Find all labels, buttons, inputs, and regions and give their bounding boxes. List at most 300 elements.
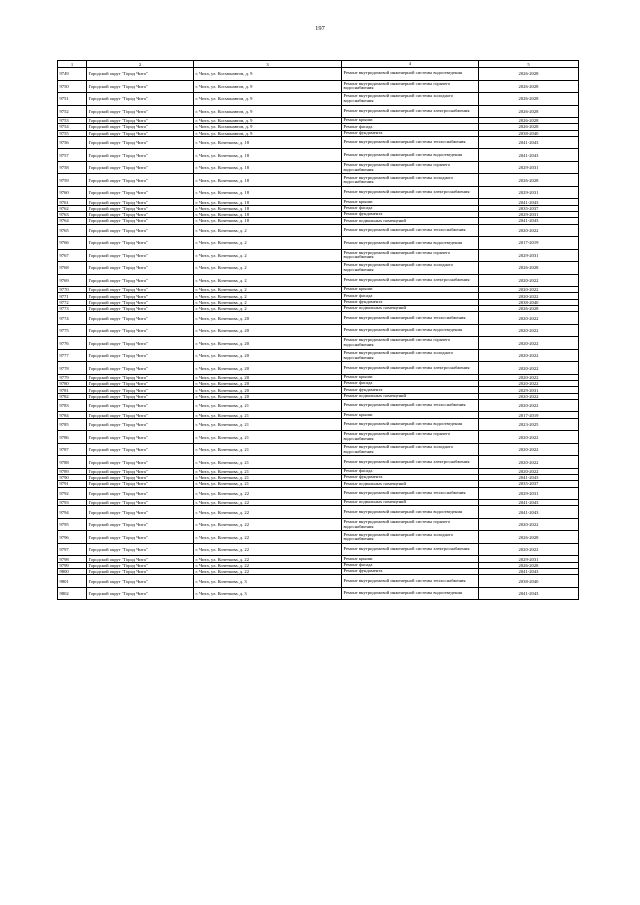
- municipality-cell: Городской округ "Город Чита": [87, 587, 194, 600]
- row-number-cell: 9778: [58, 362, 87, 375]
- row-number-cell: 9784: [58, 412, 87, 418]
- column-header-4: 4: [342, 61, 479, 68]
- address-cell: г. Чита, ул. Космонавтов, д. 9: [194, 124, 342, 130]
- row-number-cell: 9797: [58, 543, 87, 556]
- municipality-cell: Городской округ "Город Чита": [87, 431, 194, 444]
- municipality-cell: Городской округ "Город Чита": [87, 506, 194, 519]
- work-type-cell: Ремонт внутридомовой инженерной системы водоотведения: [342, 237, 479, 250]
- municipality-cell: Городской округ "Город Чита": [87, 324, 194, 337]
- row-number-cell: 9779: [58, 374, 87, 380]
- period-cell: 2026-2028: [479, 531, 579, 544]
- row-number-cell: 9749: [58, 68, 87, 81]
- municipality-cell: Городской округ "Город Чита": [87, 224, 194, 237]
- work-type-cell: Ремонт фасада: [342, 124, 479, 130]
- work-type-cell: Ремонт внутридомовой инженерной системы горячего водоснабжения: [342, 518, 479, 531]
- work-type-cell: Ремонт внутридомовой инженерной системы теплоснабжения: [342, 575, 479, 588]
- municipality-cell: Городской округ "Город Чита": [87, 575, 194, 588]
- work-type-cell: Ремонт подвальных помещений: [342, 393, 479, 399]
- address-cell: г. Чита, ул. Кочеткова, д. 21: [194, 475, 342, 481]
- period-cell: 2041-2043: [479, 199, 579, 205]
- work-type-cell: Ремонт фундамента: [342, 387, 479, 393]
- period-cell: 2041-2043: [479, 218, 579, 224]
- row-number-cell: 9771: [58, 293, 87, 299]
- municipality-cell: Городской округ "Город Чита": [87, 118, 194, 124]
- municipality-cell: Городской округ "Город Чита": [87, 80, 194, 93]
- row-number-cell: 9781: [58, 387, 87, 393]
- period-cell: 2026-2028: [479, 118, 579, 124]
- period-cell: 2020-2022: [479, 349, 579, 362]
- municipality-cell: Городской округ "Город Чита": [87, 518, 194, 531]
- table-row: [58, 105, 579, 118]
- table-row: [58, 174, 579, 187]
- work-type-cell: Ремонт крыши: [342, 287, 479, 293]
- row-number-cell: 9774: [58, 312, 87, 325]
- row-number-cell: 9792: [58, 487, 87, 500]
- period-cell: 2017-2019: [479, 412, 579, 418]
- address-cell: г. Чита, ул. Кочеткова, д. 20: [194, 337, 342, 350]
- address-cell: г. Чита, ул. Кочеткова, д. 18: [194, 149, 342, 162]
- work-type-cell: Ремонт внутридомовой инженерной системы водоотведения: [342, 587, 479, 600]
- period-cell: 2041-2043: [479, 587, 579, 600]
- municipality-cell: Городской округ "Город Чита": [87, 211, 194, 217]
- work-type-cell: Ремонт внутридомовой инженерной системы теплоснабжения: [342, 224, 479, 237]
- table-row: [58, 506, 579, 519]
- period-cell: 2017-2019: [479, 237, 579, 250]
- municipality-cell: Городской округ "Город Чита": [87, 531, 194, 544]
- row-number-cell: 9802: [58, 587, 87, 600]
- table-row: [58, 518, 579, 531]
- row-number-cell: 9765: [58, 224, 87, 237]
- period-cell: 2038-2040: [479, 575, 579, 588]
- address-cell: г. Чита, ул. Кочеткова, д. 2: [194, 293, 342, 299]
- period-cell: 2029-2031: [479, 487, 579, 500]
- column-header-1: 1: [58, 61, 87, 68]
- municipality-cell: Городской округ "Город Чита": [87, 569, 194, 575]
- work-type-cell: Ремонт внутридомовой инженерной системы водоотведения: [342, 324, 479, 337]
- period-cell: 2029-2031: [479, 186, 579, 199]
- address-cell: г. Чита, ул. Кочеткова, д. 18: [194, 174, 342, 187]
- work-type-cell: Ремонт внутридомовой инженерной системы теплоснабжения: [342, 399, 479, 412]
- row-number-cell: 9789: [58, 468, 87, 474]
- work-type-cell: Ремонт внутридомовой инженерной системы электроснабжения: [342, 274, 479, 287]
- municipality-cell: Городской округ "Город Чита": [87, 105, 194, 118]
- work-type-cell: Ремонт внутридомовой инженерной системы теплоснабжения: [342, 136, 479, 149]
- period-cell: 2029-2031: [479, 161, 579, 174]
- work-type-cell: Ремонт подвальных помещений: [342, 481, 479, 487]
- address-cell: г. Чита, ул. Космонавтов, д. 9: [194, 68, 342, 81]
- municipality-cell: Городской округ "Город Чита": [87, 249, 194, 262]
- table-row: [58, 362, 579, 375]
- table-row: [58, 186, 579, 199]
- address-cell: г. Чита, ул. Кочеткова, д. 21: [194, 443, 342, 456]
- table-row: [58, 136, 579, 149]
- municipality-cell: Городской округ "Город Чита": [87, 481, 194, 487]
- table-row: [58, 80, 579, 93]
- address-cell: г. Чита, ул. Кочеткова, д. 22: [194, 518, 342, 531]
- row-number-cell: 9796: [58, 531, 87, 544]
- work-type-cell: Ремонт внутридомовой инженерной системы холодного водоснабжения: [342, 349, 479, 362]
- address-cell: г. Чита, ул. Кочеткова, д. 22: [194, 556, 342, 562]
- work-type-cell: Ремонт крыши: [342, 556, 479, 562]
- municipality-cell: Городской округ "Город Чита": [87, 399, 194, 412]
- municipality-cell: Городской округ "Город Чита": [87, 374, 194, 380]
- period-cell: 2020-2022: [479, 337, 579, 350]
- municipality-cell: Городской округ "Город Чита": [87, 161, 194, 174]
- municipality-cell: Городской округ "Город Чита": [87, 349, 194, 362]
- work-type-cell: Ремонт фундамента: [342, 299, 479, 305]
- row-number-cell: 9794: [58, 506, 87, 519]
- row-number-cell: 9750: [58, 80, 87, 93]
- column-header-5: 5: [479, 61, 579, 68]
- address-cell: г. Чита, ул. Кочеткова, д. 21: [194, 399, 342, 412]
- table-row: [58, 349, 579, 362]
- period-cell: 2020-2022: [479, 518, 579, 531]
- table-body: [58, 61, 579, 600]
- work-type-cell: Ремонт фасада: [342, 205, 479, 211]
- municipality-cell: Городской округ "Город Чита": [87, 218, 194, 224]
- period-cell: 2020-2022: [479, 443, 579, 456]
- row-number-cell: 9786: [58, 431, 87, 444]
- row-number-cell: 9785: [58, 418, 87, 431]
- work-type-cell: Ремонт внутридомовой инженерной системы горячего водоснабжения: [342, 161, 479, 174]
- work-type-cell: Ремонт крыши: [342, 199, 479, 205]
- municipality-cell: Городской округ "Город Чита": [87, 274, 194, 287]
- address-cell: г. Чита, ул. Кочеткова, д. 21: [194, 418, 342, 431]
- table-row: [58, 337, 579, 350]
- row-number-cell: 9772: [58, 299, 87, 305]
- table-row: [58, 161, 579, 174]
- table-row: [58, 68, 579, 81]
- municipality-cell: Городской округ "Город Чита": [87, 293, 194, 299]
- work-type-cell: Ремонт внутридомовой инженерной системы теплоснабжения: [342, 487, 479, 500]
- address-cell: г. Чита, ул. Кочеткова, д. 2: [194, 224, 342, 237]
- municipality-cell: Городской округ "Город Чита": [87, 362, 194, 375]
- row-number-cell: 9795: [58, 518, 87, 531]
- row-number-cell: 9752: [58, 105, 87, 118]
- row-number-cell: 9793: [58, 500, 87, 506]
- period-cell: 2026-2028: [479, 68, 579, 81]
- row-number-cell: 9766: [58, 237, 87, 250]
- municipality-cell: Городской округ "Город Чита": [87, 418, 194, 431]
- address-cell: г. Чита, ул. Кочеткова, д. 21: [194, 468, 342, 474]
- row-number-cell: 9788: [58, 456, 87, 469]
- work-type-cell: Ремонт подвальных помещений: [342, 305, 479, 311]
- address-cell: г. Чита, ул. Кочеткова, д. 2: [194, 305, 342, 311]
- table-row: [58, 274, 579, 287]
- municipality-cell: Городской округ "Город Чита": [87, 68, 194, 81]
- period-cell: 2026-2028: [479, 105, 579, 118]
- address-cell: г. Чита, ул. Кочеткова, д. 2: [194, 299, 342, 305]
- work-type-cell: Ремонт внутридомовой инженерной системы горячего водоснабжения: [342, 249, 479, 262]
- period-cell: 2026-2028: [479, 262, 579, 275]
- page-number: 197: [315, 25, 325, 32]
- row-number-cell: 9776: [58, 337, 87, 350]
- address-cell: г. Чита, ул. Кочеткова, д. 22: [194, 500, 342, 506]
- work-type-cell: Ремонт внутридомовой инженерной системы холодного водоснабжения: [342, 443, 479, 456]
- work-type-cell: Ремонт фасада: [342, 562, 479, 568]
- table-row: [58, 487, 579, 500]
- address-cell: г. Чита, ул. Кочеткова, д. 18: [194, 136, 342, 149]
- work-type-cell: Ремонт фундамента: [342, 569, 479, 575]
- municipality-cell: Городской округ "Город Чита": [87, 93, 194, 106]
- table-header-row: [58, 61, 579, 68]
- period-cell: 2038-2040: [479, 299, 579, 305]
- work-type-cell: Ремонт внутридомовой инженерной системы горячего водоснабжения: [342, 80, 479, 93]
- municipality-cell: Городской округ "Город Чита": [87, 456, 194, 469]
- row-number-cell: 9790: [58, 475, 87, 481]
- work-type-cell: Ремонт внутридомовой инженерной системы холодного водоснабжения: [342, 262, 479, 275]
- work-type-cell: Ремонт внутридомовой инженерной системы горячего водоснабжения: [342, 431, 479, 444]
- row-number-cell: 9775: [58, 324, 87, 337]
- table-row: [58, 249, 579, 262]
- repair-schedule-table: [57, 60, 579, 600]
- address-cell: г. Чита, ул. Кочеткова, д. 20: [194, 381, 342, 387]
- work-type-cell: Ремонт фасада: [342, 293, 479, 299]
- period-cell: 2029-2031: [479, 387, 579, 393]
- table-row: [58, 587, 579, 600]
- municipality-cell: Городской округ "Город Чита": [87, 500, 194, 506]
- table-row: [58, 431, 579, 444]
- row-number-cell: 9800: [58, 569, 87, 575]
- row-number-cell: 9767: [58, 249, 87, 262]
- row-number-cell: 9782: [58, 393, 87, 399]
- period-cell: 2029-2031: [479, 249, 579, 262]
- municipality-cell: Городской округ "Город Чита": [87, 237, 194, 250]
- address-cell: г. Чита, ул. Кочеткова, д. 22: [194, 531, 342, 544]
- municipality-cell: Городской округ "Город Чита": [87, 468, 194, 474]
- table-row: [58, 418, 579, 431]
- row-number-cell: 9755: [58, 130, 87, 136]
- address-cell: г. Чита, ул. Кочеткова, д. 21: [194, 412, 342, 418]
- work-type-cell: Ремонт внутридомовой инженерной системы электроснабжения: [342, 105, 479, 118]
- period-cell: 2020-2022: [479, 456, 579, 469]
- period-cell: 2035-2037: [479, 205, 579, 211]
- work-type-cell: Ремонт внутридомовой инженерной системы электроснабжения: [342, 543, 479, 556]
- municipality-cell: Городской округ "Город Чита": [87, 205, 194, 211]
- municipality-cell: Городской округ "Город Чита": [87, 305, 194, 311]
- address-cell: г. Чита, ул. Кочеткова, д. 21: [194, 431, 342, 444]
- row-number-cell: 9751: [58, 93, 87, 106]
- row-number-cell: 9770: [58, 287, 87, 293]
- table-row: [58, 543, 579, 556]
- period-cell: 2020-2022: [479, 224, 579, 237]
- period-cell: 2020-2022: [479, 293, 579, 299]
- work-type-cell: Ремонт внутридомовой инженерной системы водоотведения: [342, 506, 479, 519]
- municipality-cell: Городской округ "Город Чита": [87, 124, 194, 130]
- municipality-cell: Городской округ "Город Чита": [87, 299, 194, 305]
- address-cell: г. Чита, ул. Кочеткова, д. 20: [194, 312, 342, 325]
- municipality-cell: Городской округ "Город Чита": [87, 136, 194, 149]
- municipality-cell: Городской округ "Город Чита": [87, 337, 194, 350]
- work-type-cell: Ремонт внутридомовой инженерной системы горячего водоснабжения: [342, 337, 479, 350]
- row-number-cell: 9757: [58, 149, 87, 162]
- period-cell: 2020-2022: [479, 312, 579, 325]
- address-cell: г. Чита, ул. Кочеткова, д. 22: [194, 543, 342, 556]
- row-number-cell: 9768: [58, 262, 87, 275]
- row-number-cell: 9799: [58, 562, 87, 568]
- period-cell: 2020-2022: [479, 468, 579, 474]
- period-cell: 2020-2022: [479, 393, 579, 399]
- address-cell: г. Чита, ул. Кочеткова, д. 21: [194, 456, 342, 469]
- row-number-cell: 9801: [58, 575, 87, 588]
- work-type-cell: Ремонт внутридомовой инженерной системы теплоснабжения: [342, 312, 479, 325]
- table-row: [58, 149, 579, 162]
- work-type-cell: Ремонт внутридомовой инженерной системы электроснабжения: [342, 456, 479, 469]
- row-number-cell: 9773: [58, 305, 87, 311]
- period-cell: 2020-2022: [479, 374, 579, 380]
- period-cell: 2041-2043: [479, 136, 579, 149]
- row-number-cell: 9777: [58, 349, 87, 362]
- period-cell: 2020-2022: [479, 287, 579, 293]
- address-cell: г. Чита, ул. Кочеткова, д. 18: [194, 218, 342, 224]
- table-row: [58, 575, 579, 588]
- table-row: [58, 443, 579, 456]
- table-row: [58, 399, 579, 412]
- address-cell: г. Чита, ул. Кочеткова, д. 20: [194, 349, 342, 362]
- period-cell: 2020-2022: [479, 431, 579, 444]
- address-cell: г. Чита, ул. Кочеткова, д. 18: [194, 205, 342, 211]
- address-cell: г. Чита, ул. Кочеткова, д. 2: [194, 249, 342, 262]
- row-number-cell: 9761: [58, 199, 87, 205]
- municipality-cell: Городской округ "Город Чита": [87, 393, 194, 399]
- address-cell: г. Чита, ул. Кочеткова, д. 3: [194, 575, 342, 588]
- municipality-cell: Городской округ "Город Чита": [87, 262, 194, 275]
- address-cell: г. Чита, ул. Кочеткова, д. 22: [194, 506, 342, 519]
- municipality-cell: Городской округ "Город Чита": [87, 562, 194, 568]
- period-cell: 2041-2043: [479, 149, 579, 162]
- row-number-cell: 9753: [58, 118, 87, 124]
- table-row: [58, 237, 579, 250]
- address-cell: г. Чита, ул. Кочеткова, д. 20: [194, 393, 342, 399]
- period-cell: 2041-2043: [479, 506, 579, 519]
- address-cell: г. Чита, ул. Кочеткова, д. 22: [194, 562, 342, 568]
- address-cell: г. Чита, ул. Кочеткова, д. 21: [194, 481, 342, 487]
- address-cell: г. Чита, ул. Космонавтов, д. 9: [194, 80, 342, 93]
- address-cell: г. Чита, ул. Кочеткова, д. 2: [194, 237, 342, 250]
- row-number-cell: 9763: [58, 211, 87, 217]
- work-type-cell: Ремонт внутридомовой инженерной системы холодного водоснабжения: [342, 531, 479, 544]
- row-number-cell: 9754: [58, 124, 87, 130]
- address-cell: г. Чита, ул. Космонавтов, д. 9: [194, 130, 342, 136]
- work-type-cell: Ремонт фасада: [342, 468, 479, 474]
- table-row: [58, 324, 579, 337]
- address-cell: г. Чита, ул. Кочеткова, д. 20: [194, 324, 342, 337]
- address-cell: г. Чита, ул. Космонавтов, д. 9: [194, 93, 342, 106]
- work-type-cell: Ремонт фундамента: [342, 475, 479, 481]
- row-number-cell: 9762: [58, 205, 87, 211]
- row-number-cell: 9798: [58, 556, 87, 562]
- row-number-cell: 9787: [58, 443, 87, 456]
- municipality-cell: Городской округ "Город Чита": [87, 312, 194, 325]
- table-row: [58, 456, 579, 469]
- period-cell: 2020-2022: [479, 543, 579, 556]
- period-cell: 2020-2022: [479, 274, 579, 287]
- row-number-cell: 9760: [58, 186, 87, 199]
- period-cell: 2026-2028: [479, 93, 579, 106]
- address-cell: г. Чита, ул. Кочеткова, д. 18: [194, 211, 342, 217]
- row-number-cell: 9769: [58, 274, 87, 287]
- row-number-cell: 9783: [58, 399, 87, 412]
- period-cell: 2029-2031: [479, 556, 579, 562]
- period-cell: 2026-2028: [479, 562, 579, 568]
- address-cell: г. Чита, ул. Кочеткова, д. 22: [194, 569, 342, 575]
- period-cell: 2020-2022: [479, 362, 579, 375]
- municipality-cell: Городской округ "Город Чита": [87, 475, 194, 481]
- address-cell: г. Чита, ул. Кочеткова, д. 2: [194, 262, 342, 275]
- period-cell: 2026-2028: [479, 124, 579, 130]
- municipality-cell: Городской округ "Город Чита": [87, 186, 194, 199]
- work-type-cell: Ремонт внутридомовой инженерной системы электроснабжения: [342, 186, 479, 199]
- municipality-cell: Городской округ "Город Чита": [87, 487, 194, 500]
- period-cell: 2041-2043: [479, 500, 579, 506]
- municipality-cell: Городской округ "Город Чита": [87, 556, 194, 562]
- period-cell: 2041-2043: [479, 569, 579, 575]
- address-cell: г. Чита, ул. Кочеткова, д. 3: [194, 587, 342, 600]
- municipality-cell: Городской округ "Город Чита": [87, 287, 194, 293]
- table-row: [58, 312, 579, 325]
- address-cell: г. Чита, ул. Кочеткова, д. 18: [194, 161, 342, 174]
- municipality-cell: Городской округ "Город Чита": [87, 199, 194, 205]
- address-cell: г. Чита, ул. Кочеткова, д. 18: [194, 199, 342, 205]
- column-header-2: 2: [87, 61, 194, 68]
- address-cell: г. Чита, ул. Кочеткова, д. 20: [194, 374, 342, 380]
- work-type-cell: Ремонт фундамента: [342, 211, 479, 217]
- work-type-cell: Ремонт фасада: [342, 381, 479, 387]
- row-number-cell: 9758: [58, 161, 87, 174]
- period-cell: 2029-2031: [479, 211, 579, 217]
- period-cell: 2020-2022: [479, 324, 579, 337]
- address-cell: г. Чита, ул. Космонавтов, д. 9: [194, 118, 342, 124]
- period-cell: 2023-2025: [479, 418, 579, 431]
- address-cell: г. Чита, ул. Кочеткова, д. 20: [194, 362, 342, 375]
- address-cell: г. Чита, ул. Кочеткова, д. 2: [194, 287, 342, 293]
- work-type-cell: Ремонт внутридомовой инженерной системы холодного водоснабжения: [342, 93, 479, 106]
- column-header-3: 3: [194, 61, 342, 68]
- municipality-cell: Городской округ "Город Чита": [87, 443, 194, 456]
- row-number-cell: 9764: [58, 218, 87, 224]
- address-cell: г. Чита, ул. Кочеткова, д. 20: [194, 387, 342, 393]
- work-type-cell: Ремонт внутридомовой инженерной системы водоотведения: [342, 68, 479, 81]
- address-cell: г. Чита, ул. Космонавтов, д. 9: [194, 105, 342, 118]
- work-type-cell: Ремонт подвальных помещений: [342, 218, 479, 224]
- period-cell: 2026-2028: [479, 80, 579, 93]
- municipality-cell: Городской округ "Город Чита": [87, 412, 194, 418]
- work-type-cell: Ремонт внутридомовой инженерной системы водоотведения: [342, 149, 479, 162]
- work-type-cell: Ремонт внутридомовой инженерной системы электроснабжения: [342, 362, 479, 375]
- work-type-cell: Ремонт фундамента: [342, 130, 479, 136]
- row-number-cell: 9756: [58, 136, 87, 149]
- period-cell: 2020-2022: [479, 399, 579, 412]
- period-cell: 2020-2022: [479, 381, 579, 387]
- address-cell: г. Чита, ул. Кочеткова, д. 22: [194, 487, 342, 500]
- row-number-cell: 9759: [58, 174, 87, 187]
- address-cell: г. Чита, ул. Кочеткова, д. 2: [194, 274, 342, 287]
- municipality-cell: Городской округ "Город Чита": [87, 130, 194, 136]
- work-type-cell: Ремонт внутридомовой инженерной системы холодного водоснабжения: [342, 174, 479, 187]
- municipality-cell: Городской округ "Город Чита": [87, 174, 194, 187]
- work-type-cell: Ремонт внутридомовой инженерной системы водоотведения: [342, 418, 479, 431]
- municipality-cell: Городской округ "Город Чита": [87, 381, 194, 387]
- period-cell: 2026-2028: [479, 174, 579, 187]
- work-type-cell: Ремонт подвальных помещений: [342, 500, 479, 506]
- table-row: [58, 262, 579, 275]
- work-type-cell: Ремонт крыши: [342, 374, 479, 380]
- municipality-cell: Городской округ "Город Чита": [87, 149, 194, 162]
- period-cell: 2035-2037: [479, 481, 579, 487]
- work-type-cell: Ремонт крыши: [342, 118, 479, 124]
- row-number-cell: 9780: [58, 381, 87, 387]
- municipality-cell: Городской округ "Город Чита": [87, 387, 194, 393]
